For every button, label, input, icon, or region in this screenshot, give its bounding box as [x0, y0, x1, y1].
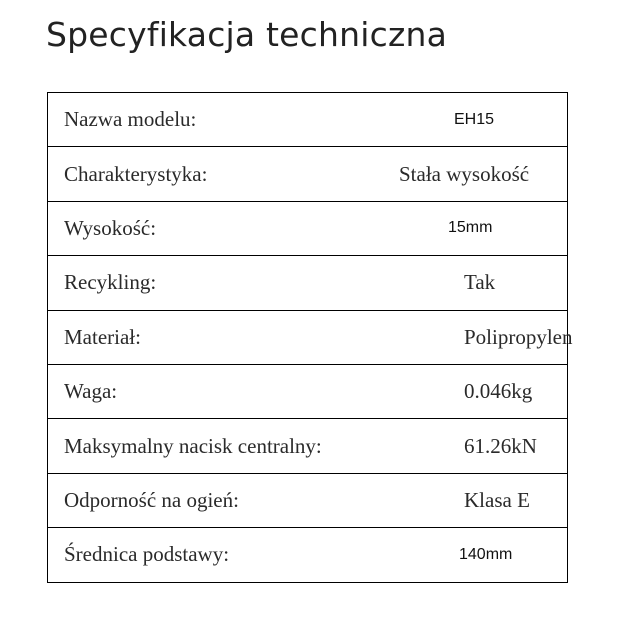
spec-table [47, 92, 573, 583]
table-row [48, 364, 568, 418]
row-value: EH15 [389, 93, 568, 147]
row-label: Odporność na ogień: [48, 473, 390, 527]
table-row [48, 201, 568, 255]
table-row [48, 473, 568, 527]
row-label: Materiał: [48, 310, 390, 364]
row-value: 0.046kg [389, 364, 568, 418]
row-label: Waga: [48, 364, 390, 418]
page-title: Specyfikacja techniczna [46, 15, 448, 54]
row-value: Klasa E [389, 473, 568, 527]
row-label: Maksymalny nacisk centralny: [48, 419, 390, 473]
row-value: Polipropylen [389, 310, 568, 364]
table-row [48, 528, 568, 582]
row-label: Średnica podstawy: [48, 528, 390, 582]
row-value: Tak [389, 256, 568, 310]
row-value: 15mm [389, 201, 568, 255]
row-value: 140mm [389, 528, 568, 582]
table-row [48, 93, 568, 147]
table-row [48, 419, 568, 473]
table-row [48, 310, 568, 364]
table-row [48, 256, 568, 310]
row-label: Nazwa modelu: [48, 93, 390, 147]
row-label: Charakterystyka: [48, 147, 390, 201]
row-label: Wysokość: [48, 201, 390, 255]
row-value: Stała wysokość [389, 147, 568, 201]
row-label: Recykling: [48, 256, 390, 310]
table-row [48, 147, 568, 201]
row-value: 61.26kN [389, 419, 568, 473]
